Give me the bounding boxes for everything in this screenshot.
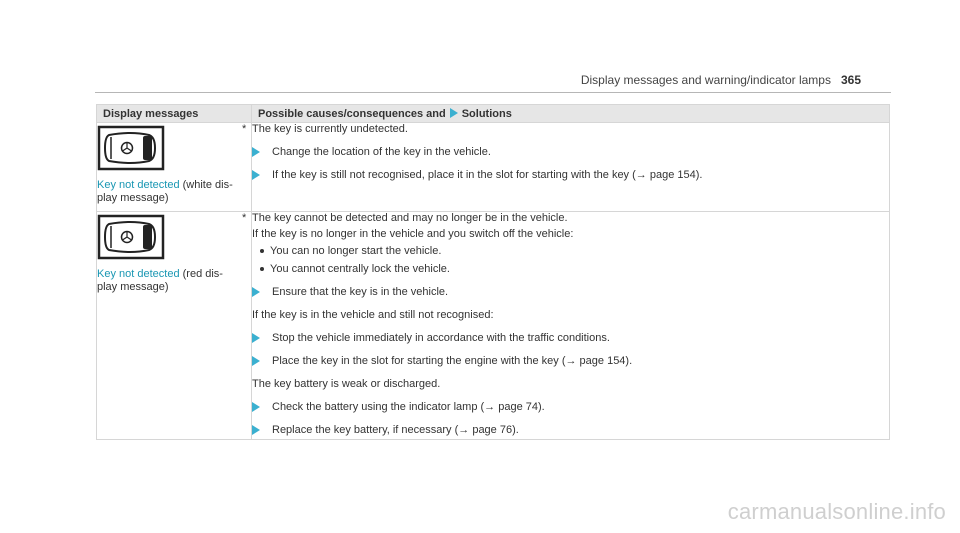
bullet-icon	[260, 267, 264, 271]
running-header	[581, 73, 861, 87]
key-fob-icon	[97, 125, 165, 171]
message-highlight: Key not detected	[97, 179, 180, 191]
column-header-causes-solutions	[252, 105, 890, 123]
solution-step: Place the key in the slot for starting the engine with the key (→ page 154).	[252, 355, 889, 368]
causes-cell	[242, 212, 890, 440]
list-item: You can no longer start the vehicle.	[260, 245, 889, 258]
watermark: carmanualsonline.info	[727, 499, 946, 524]
causes-header-label: Possible causes/consequences and	[258, 107, 446, 120]
message-cell	[97, 212, 252, 440]
table-row	[97, 123, 890, 212]
column-header-display-messages: Display messages	[97, 105, 252, 123]
cause-text: * The key is currently undetected.	[242, 123, 408, 135]
arrow-icon	[252, 147, 260, 157]
list-item: You cannot centrally lock the vehicle.	[260, 263, 889, 276]
solution-step: Change the location of the key in the vehicle.	[252, 146, 889, 159]
page-number: 365	[840, 73, 861, 87]
cause-detail: If the key is no longer in the vehicle and you switch off the vehicle:	[252, 228, 574, 240]
arrow-icon	[252, 356, 260, 366]
consequence-list	[252, 245, 889, 276]
causes-cell	[242, 123, 890, 212]
table-header-row	[97, 105, 890, 123]
solution-step: Replace the key battery, if necessary (→ page 76).	[252, 424, 889, 437]
solutions-header-label: Solutions	[461, 107, 512, 120]
table-row	[97, 212, 890, 440]
header-title: Display messages and warning/indicator lamps	[580, 73, 831, 87]
message-highlight: Key not detected	[97, 268, 180, 280]
display-message-text: Key not detected (white dis- play message)	[97, 179, 233, 204]
solution-step: Stop the vehicle immediately in accordance with the traffic conditions.	[252, 332, 889, 345]
display-messages-table	[96, 104, 890, 440]
solution-arrow-icon	[450, 108, 458, 118]
bullet-icon	[260, 249, 264, 253]
arrow-icon	[252, 287, 260, 297]
solution-step: Check the battery using the indicator lamp (→ page 74).	[252, 401, 889, 414]
solution-step: If the key is still not recognised, place it in the slot for starting with the key (→ page 154).	[252, 169, 889, 182]
display-message-text: Key not detected (red dis- play message)	[97, 268, 223, 293]
arrow-icon	[252, 402, 260, 412]
cause-text: * The key cannot be detected and may no longer be in the vehicle.	[242, 212, 568, 224]
arrow-icon	[252, 333, 260, 343]
arrow-icon	[252, 425, 260, 435]
solution-step: Ensure that the key is in the vehicle.	[252, 286, 889, 299]
message-cell	[97, 123, 252, 212]
arrow-icon	[252, 170, 260, 180]
key-fob-icon	[97, 214, 165, 260]
cause-paragraph: If the key is in the vehicle and still not recognised:	[252, 309, 494, 321]
cause-paragraph: The key battery is weak or discharged.	[252, 378, 441, 390]
header-rule	[95, 92, 891, 93]
